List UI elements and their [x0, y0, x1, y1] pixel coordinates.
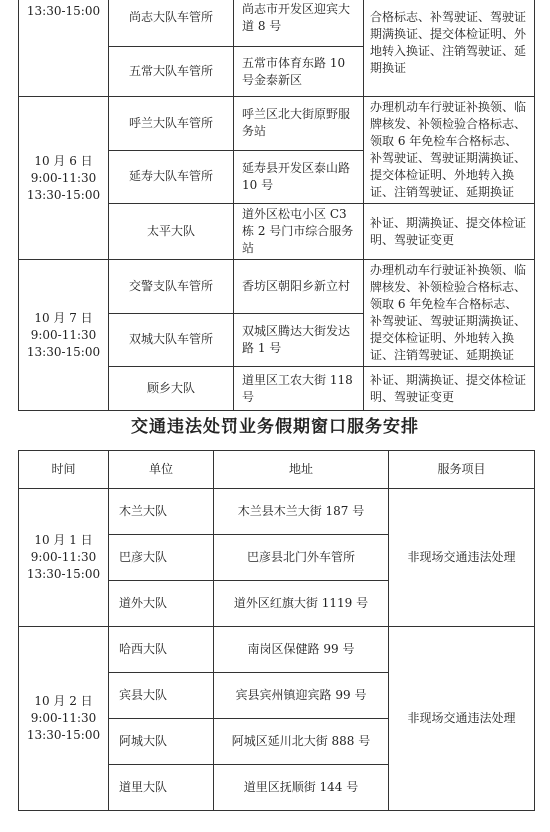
unit-cell: 延寿大队车管所 — [109, 150, 234, 204]
header-unit: 单位 — [109, 451, 214, 489]
service-cell: 补证、期满换证、提交体检证明、驾驶证变更 — [364, 204, 535, 260]
address-cell: 巴彦县北门外车管所 — [214, 535, 389, 581]
unit-cell: 巴彦大队 — [109, 535, 214, 581]
service-cell: 补证、期满换证、提交体检证明、驾驶证变更 — [364, 367, 535, 411]
address-cell: 尚志市开发区迎宾大道 8 号 — [234, 0, 364, 47]
address-cell: 双城区腾达大街发达路 1 号 — [234, 313, 364, 367]
service-cell: 合格标志、补驾驶证、驾驶证期满换证、提交体检证明、外地转入换证、注销驾驶证、延期换证 — [364, 0, 535, 97]
table-row — [19, 97, 535, 151]
unit-cell: 道外大队 — [109, 581, 214, 627]
unit-cell: 五常大队车管所 — [109, 47, 234, 97]
address-cell: 宾县宾州镇迎宾路 99 号 — [214, 673, 389, 719]
address-cell: 道里区抚顺街 144 号 — [214, 765, 389, 811]
service-cell: 非现场交通违法处理 — [389, 489, 535, 627]
unit-cell: 宾县大队 — [109, 673, 214, 719]
address-cell: 呼兰区北大街原野服务站 — [234, 97, 364, 151]
header-time: 时间 — [19, 451, 109, 489]
service-cell: 非现场交通违法处理 — [389, 627, 535, 811]
unit-cell: 尚志大队车管所 — [109, 0, 234, 47]
header-address: 地址 — [214, 451, 389, 489]
unit-cell: 交警支队车管所 — [109, 260, 234, 314]
table-row — [19, 627, 535, 673]
unit-cell: 双城大队车管所 — [109, 313, 234, 367]
address-cell: 阿城区延川北大街 888 号 — [214, 719, 389, 765]
unit-cell: 太平大队 — [109, 204, 234, 260]
table-header-row — [19, 451, 535, 489]
time-cell: 10 月 1 日 9:00-11:30 13:30-15:00 — [19, 489, 109, 627]
unit-cell: 木兰大队 — [109, 489, 214, 535]
address-cell: 南岗区保健路 99 号 — [214, 627, 389, 673]
unit-cell: 顾乡大队 — [109, 367, 234, 411]
header-service: 服务项目 — [389, 451, 535, 489]
address-cell: 道里区工农大街 118 号 — [234, 367, 364, 411]
address-cell: 五常市体育东路 10 号金泰新区 — [234, 47, 364, 97]
unit-cell: 哈西大队 — [109, 627, 214, 673]
table-row — [19, 260, 535, 314]
time-cell: 10 月 7 日 9:00-11:30 13:30-15:00 — [19, 260, 109, 411]
address-cell: 道外区红旗大街 1119 号 — [214, 581, 389, 627]
vehicle-services-table — [18, 0, 535, 411]
address-cell: 延寿县开发区泰山路 10 号 — [234, 150, 364, 204]
section-title: 交通违法处罚业务假期窗口服务安排 — [131, 417, 419, 437]
address-cell: 道外区松屯小区 C3 栋 2 号门市综合服务站 — [234, 204, 364, 260]
address-cell: 木兰县木兰大街 187 号 — [214, 489, 389, 535]
service-cell: 办理机动车行驶证补换领、临牌核发、补领检验合格标志、领取 6 年免检车合格标志、补驾驶证、驾驶证期满换证、提交体检证明、外地转入换证、注销驾驶证、延期换证 — [364, 97, 535, 204]
table-row — [19, 0, 535, 47]
unit-cell: 阿城大队 — [109, 719, 214, 765]
time-cell: 10 月 2 日 9:00-11:30 13:30-15:00 — [19, 627, 109, 811]
violation-services-table — [18, 450, 535, 811]
table-row — [19, 489, 535, 535]
unit-cell: 呼兰大队车管所 — [109, 97, 234, 151]
unit-cell: 道里大队 — [109, 765, 214, 811]
service-cell: 办理机动车行驶证补换领、临牌核发、补领检验合格标志、领取 6 年免检车合格标志、补驾驶证、驾驶证期满换证、提交体检证明、外地转入换证、注销驾驶证、延期换证 — [364, 260, 535, 367]
address-cell: 香坊区朝阳乡新立村 — [234, 260, 364, 314]
time-cell: 10 月 6 日 9:00-11:30 13:30-15:00 — [19, 97, 109, 260]
time-cell: 13:30-15:00 — [19, 0, 109, 97]
